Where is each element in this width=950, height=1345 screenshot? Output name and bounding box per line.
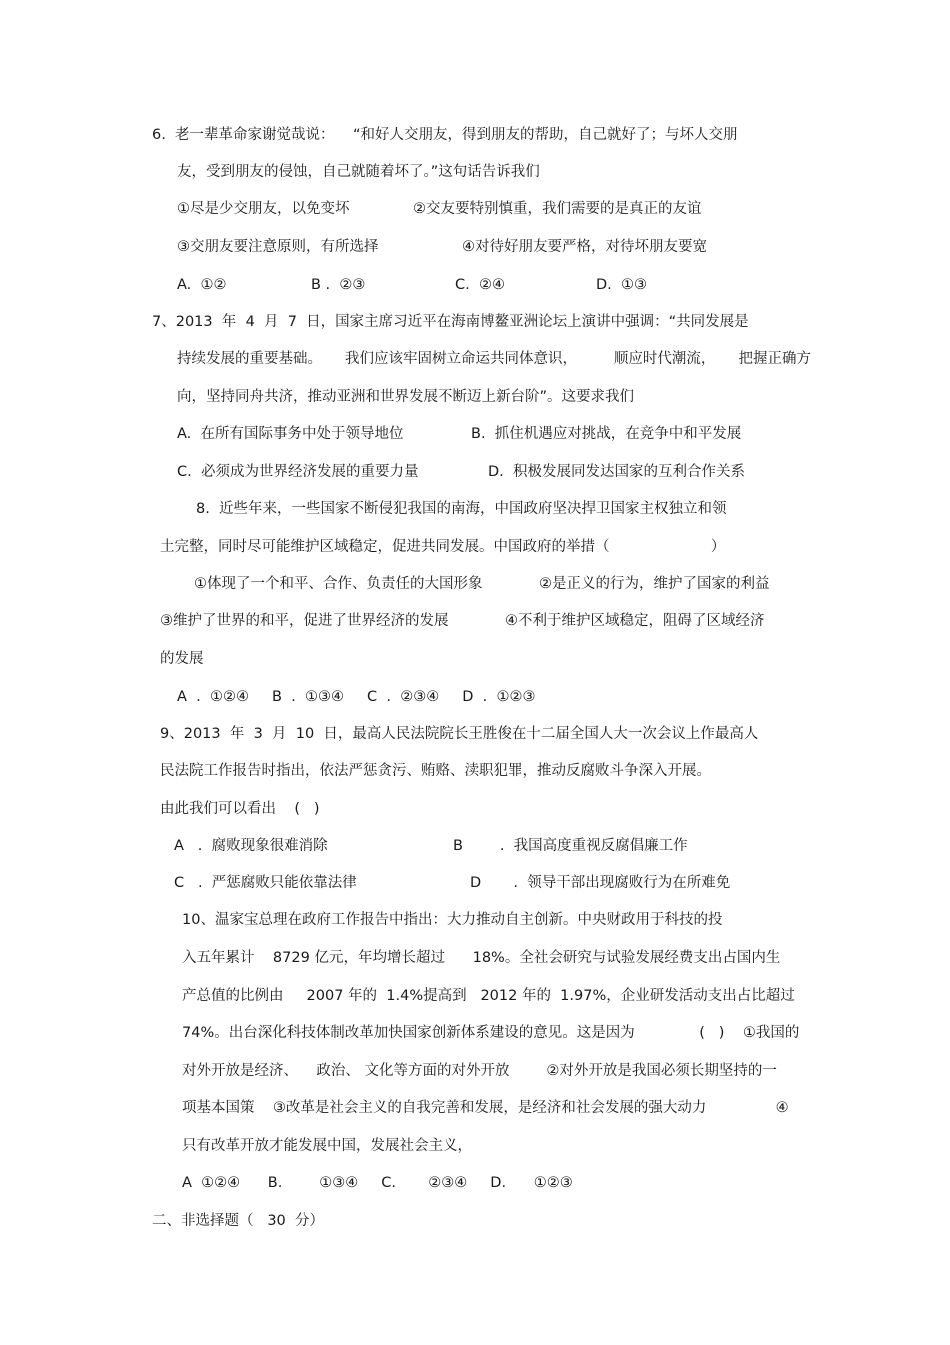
q7-choice-b: B. 抓住机遇应对挑战，在竞争中和平发展 [471,426,742,442]
q10-stem-line6: 项基本国策 ③改革是社会主义的自我完善和发展，是经济和社会发展的强大动力 ④ [182,1100,789,1116]
q8-option-4-cont: 的发展 [160,651,204,667]
q8-option-4: ④不利于维护区域稳定，阻碍了区域经济 [505,613,765,629]
q6-option-3: ③交朋友要注意原则，有所选择 [177,239,379,255]
q9-choice-c: C . 严惩腐败只能依靠法律 [174,875,357,891]
q10-choices: A ①②④ B. ①③④ C. ②③④ D. ①②③ [182,1175,573,1191]
q7-choice-d: D. 积极发展同发达国家的互利合作关系 [488,464,745,480]
q9-stem-line3: 由此我们可以看出 ( ) [160,801,320,817]
q6-choice-d: D. ①③ [596,277,647,293]
q8-stem-line1: 8. 近些年来，一些国家不断侵犯我国的南海，中国政府坚决捍卫国家主权独立和领 [196,501,727,517]
q6-stem-line2: 友，受到朋友的侵蚀，自己就随着坏了。”这句话告诉我们 [177,164,540,180]
q10-stem-line1: 10、温家宝总理在政府工作报告中指出：大力推动自主创新。中央财政用于科技的投 [182,912,723,928]
q9-choice-d: D . 领导干部出现腐败行为在所难免 [470,875,731,891]
q9-choice-a: A . 腐败现象很难消除 [174,838,328,854]
q10-stem-line5: 对外开放是经济、 政治、 文化等方面的对外开放 ②对外开放是我国必须长期坚持的一 [182,1063,777,1079]
q6-option-4: ④对待好朋友要严格，对待坏朋友要宽 [462,239,707,255]
q9-stem-line2: 民法院工作报告时指出，依法严惩贪污、贿赂、渎职犯罪，推动反腐败斗争深入开展。 [160,763,711,779]
q8-stem-line2: 土完整，同时尽可能维护区域稳定，促进共同发展。中国政府的举措（ ） [160,539,726,555]
q6-option-1: ①尽是少交朋友，以免变坏 [177,201,350,217]
q6-choice-a: A. ①② [177,277,227,293]
q8-choices: A . ①②④ B . ①③④ C . ②③④ D . ①②③ [177,689,536,705]
q7-choice-c: C. 必须成为世界经济发展的重要力量 [177,464,419,480]
q9-choice-b: B . 我国高度重视反腐倡廉工作 [453,838,688,854]
q8-option-2: ②是正义的行为，维护了国家的利益 [539,576,770,592]
q8-option-1: ①体现了一个和平、合作、负责任的大国形象 [194,576,483,592]
q6-option-2: ②交友要特别慎重，我们需要的是真正的友谊 [413,201,702,217]
q10-stem-line3: 产总值的比例由 2007 年的 1.4%提高到 2012 年的 1.97%，企业研发活动支出占比超过 [182,988,795,1004]
q7-stem-line3: 向，坚持同舟共济，推动亚洲和世界发展不断迈上新台阶”。这要求我们 [177,389,635,405]
q10-stem-line4: 74%。出台深化科技体制改革加快国家创新体系建设的意见。这是因为 ( ) ①我国的 [182,1025,800,1041]
q10-stem-line7: 只有改革开放才能发展中国，发展社会主义， [182,1138,472,1154]
q6-choice-c: C. ②④ [455,277,505,293]
section-2-heading: 二、非选择题（ 30 分） [152,1213,324,1229]
q6-stem-line1: 6. 老一辈革命家谢觉哉说： “和好人交朋友，得到朋友的帮助，自己就好了；与坏人交朋 [152,127,738,143]
q8-option-3: ③维护了世界的和平，促进了世界经济的发展 [160,613,449,629]
q6-choice-b: B . ②③ [311,277,366,293]
q9-stem-line1: 9、2013 年 3 月 10 日，最高人民法院院长王胜俊在十二届全国人大一次会议上作最高人 [160,726,759,742]
q7-choice-a: A. 在所有国际事务中处于领导地位 [177,426,404,442]
q7-stem-line2: 持续发展的重要基础。 我们应该牢固树立命运共同体意识， 顺应时代潮流， 把握正确方 [177,351,811,367]
q7-stem-line1: 7、2013 年 4 月 7 日，国家主席习近平在海南博鳌亚洲论坛上演讲中强调：“共同发展是 [152,314,749,330]
q10-stem-line2: 入五年累计 8729 亿元，年均增长超过 18%。全社会研究与试验发展经费支出占国内生 [182,950,781,966]
